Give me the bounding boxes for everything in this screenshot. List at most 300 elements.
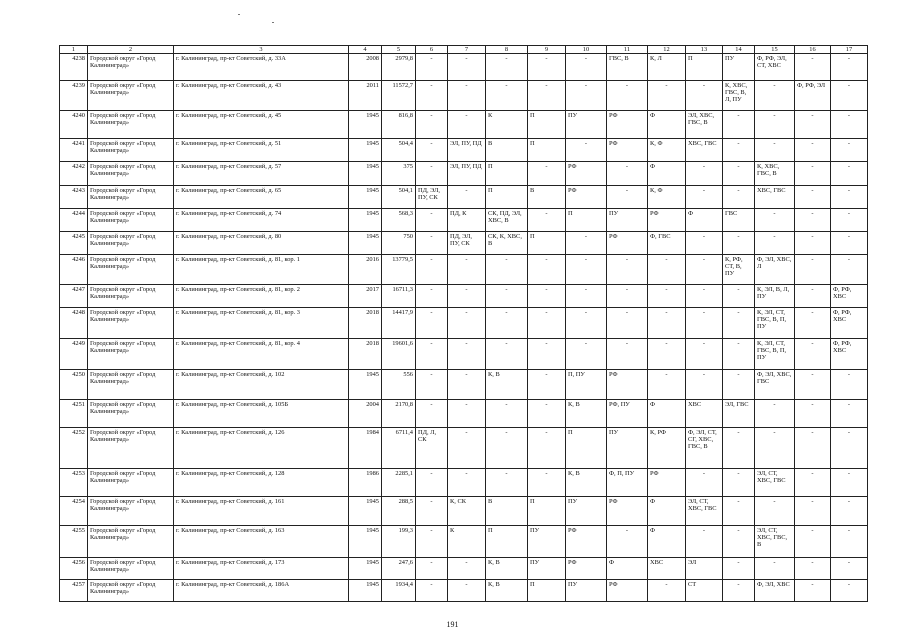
cell-col-17: - [831, 370, 868, 400]
column-number-11: 11 [607, 46, 648, 54]
cell-col-6: - [416, 497, 448, 526]
cell-col-15: Ф, ЭЛ, ХВС, Л [755, 255, 795, 285]
cell-col-8: В [486, 139, 528, 162]
cell-col-9: - [528, 81, 566, 111]
cell-col-9: - [528, 428, 566, 469]
cell-col-9: - [528, 285, 566, 308]
cell-col-15: К, ЭЛ, СТ, ГВС, В, П, ПУ [755, 339, 795, 370]
cell-address: г. Калининград, пр-кт Советский, д. 81, кор. 3 [174, 308, 349, 339]
cell-col-17: - [831, 139, 868, 162]
cell-col-11: РФ, ПУ [607, 400, 648, 428]
cell-col-7: - [448, 580, 486, 602]
cell-col-16: - [795, 255, 831, 285]
cell-col-6: - [416, 308, 448, 339]
cell-address: г. Калининград, пр-кт Советский, д. 173 [174, 558, 349, 580]
cell-municipality: Городской округ «Город Калининград» [88, 428, 174, 469]
cell-col-10: - [566, 339, 607, 370]
cell-col-7: - [448, 255, 486, 285]
cell-col-6: - [416, 54, 448, 81]
cell-address: г. Калининград, пр-кт Советский, д. 33А [174, 54, 349, 81]
cell-col-11: - [607, 308, 648, 339]
cell-col-12: РФ [648, 469, 686, 497]
cell-col-14: - [723, 428, 755, 469]
cell-col-14: К, РФ, СТ, В, ПУ [723, 255, 755, 285]
cell-col-13: Ф, ЭЛ, СТ, СГ, ХВС, ГВС, В [686, 428, 723, 469]
cell-col-14: - [723, 497, 755, 526]
cell-col-10: ПУ [566, 497, 607, 526]
cell-col-9: П [528, 111, 566, 139]
cell-record-number: 4243 [60, 186, 88, 209]
table-row [60, 370, 868, 400]
cell-col-13: - [686, 285, 723, 308]
cell-col-15: - [755, 400, 795, 428]
cell-record-number: 4242 [60, 162, 88, 186]
cell-col-9: - [528, 469, 566, 497]
table-row [60, 497, 868, 526]
cell-municipality: Городской округ «Город Калининград» [88, 339, 174, 370]
cell-col-13: - [686, 339, 723, 370]
cell-municipality: Городской округ «Город Калининград» [88, 255, 174, 285]
column-number-13: 13 [686, 46, 723, 54]
cell-municipality: Городской округ «Город Калининград» [88, 162, 174, 186]
cell-col-7: - [448, 558, 486, 580]
cell-col-14: - [723, 558, 755, 580]
cell-col-11: Ф [607, 558, 648, 580]
cell-col-11: РФ [607, 232, 648, 255]
cell-build-year: 1945 [349, 580, 382, 602]
cell-col-11: - [607, 526, 648, 558]
cell-col-10: - [566, 81, 607, 111]
cell-col-6: - [416, 370, 448, 400]
cell-col-16: - [795, 308, 831, 339]
cell-col-17: - [831, 400, 868, 428]
cell-col-12: РФ [648, 209, 686, 232]
cell-col-16: - [795, 111, 831, 139]
cell-col-11: РФ [607, 497, 648, 526]
cell-col-9: П [528, 232, 566, 255]
cell-municipality: Городской округ «Город Калининград» [88, 81, 174, 111]
cell-col-14: - [723, 162, 755, 186]
cell-col-9: ПУ [528, 558, 566, 580]
cell-col-7: - [448, 308, 486, 339]
cell-col-11: - [607, 255, 648, 285]
cell-col-12: - [648, 370, 686, 400]
cell-col-7: - [448, 370, 486, 400]
cell-col-13: СТ [686, 580, 723, 602]
cell-col-10: РФ [566, 162, 607, 186]
cell-record-number: 4253 [60, 469, 88, 497]
cell-total-area: 568,3 [382, 209, 416, 232]
cell-col-12: ХВС [648, 558, 686, 580]
cell-record-number: 4245 [60, 232, 88, 255]
cell-col-16: - [795, 497, 831, 526]
cell-col-10: П [566, 209, 607, 232]
cell-col-9: П [528, 497, 566, 526]
table-row [60, 232, 868, 255]
cell-col-9: В [528, 186, 566, 209]
cell-record-number: 4255 [60, 526, 88, 558]
cell-col-12: - [648, 308, 686, 339]
cell-col-11: - [607, 81, 648, 111]
cell-col-15: - [755, 81, 795, 111]
cell-col-10: РФ [566, 186, 607, 209]
cell-col-12: - [648, 81, 686, 111]
cell-col-16: - [795, 139, 831, 162]
cell-col-10: ПУ [566, 580, 607, 602]
cell-build-year: 1945 [349, 526, 382, 558]
cell-col-6: - [416, 209, 448, 232]
cell-col-15: К, ЭЛ, В, Л, ПУ [755, 285, 795, 308]
column-number-10: 10 [566, 46, 607, 54]
cell-col-17: - [831, 54, 868, 81]
cell-build-year: 2004 [349, 400, 382, 428]
cell-col-7: - [448, 186, 486, 209]
column-number-15: 15 [755, 46, 795, 54]
cell-col-11: РФ [607, 580, 648, 602]
table-row [60, 308, 868, 339]
cell-address: г. Калининград, пр-кт Советский, д. 161 [174, 497, 349, 526]
cell-total-area: 19601,6 [382, 339, 416, 370]
cell-col-13: ЭЛ, СТ, ХВС, ГВС [686, 497, 723, 526]
cell-col-15: - [755, 139, 795, 162]
cell-record-number: 4250 [60, 370, 88, 400]
cell-col-6: - [416, 162, 448, 186]
cell-col-6: - [416, 111, 448, 139]
cell-address: г. Калининград, пр-кт Советский, д. 186А [174, 580, 349, 602]
cell-col-16: - [795, 469, 831, 497]
cell-col-17: - [831, 111, 868, 139]
cell-municipality: Городской округ «Город Калининград» [88, 370, 174, 400]
cell-build-year: 1945 [349, 162, 382, 186]
cell-col-16: - [795, 209, 831, 232]
scan-speck [238, 14, 240, 15]
cell-record-number: 4244 [60, 209, 88, 232]
cell-record-number: 4254 [60, 497, 88, 526]
cell-col-16: - [795, 54, 831, 81]
cell-col-16: - [795, 526, 831, 558]
cell-col-10: - [566, 54, 607, 81]
cell-col-11: РФ [607, 111, 648, 139]
table-row [60, 526, 868, 558]
cell-build-year: 2017 [349, 285, 382, 308]
cell-col-13: - [686, 308, 723, 339]
column-number-8: 8 [486, 46, 528, 54]
cell-col-9: - [528, 162, 566, 186]
cell-build-year: 1945 [349, 497, 382, 526]
cell-total-area: 11572,7 [382, 81, 416, 111]
cell-col-14: - [723, 186, 755, 209]
cell-address: г. Калининград, пр-кт Советский, д. 81, кор. 2 [174, 285, 349, 308]
cell-col-6: - [416, 469, 448, 497]
cell-col-15: ХВС, ГВС [755, 186, 795, 209]
cell-col-10: - [566, 308, 607, 339]
cell-col-14: - [723, 308, 755, 339]
cell-col-12: Ф [648, 400, 686, 428]
cell-col-10: К, В [566, 469, 607, 497]
cell-build-year: 2018 [349, 339, 382, 370]
cell-total-area: 504,4 [382, 139, 416, 162]
cell-col-7: ЭЛ, ПУ, ПД [448, 162, 486, 186]
cell-col-15: ЭЛ, СТ, ХВС, ГВС [755, 469, 795, 497]
cell-col-12: Ф [648, 526, 686, 558]
cell-municipality: Городской округ «Город Калининград» [88, 497, 174, 526]
column-number-7: 7 [448, 46, 486, 54]
cell-col-16: - [795, 186, 831, 209]
cell-col-14: ПУ [723, 54, 755, 81]
cell-col-17: - [831, 255, 868, 285]
cell-col-11: РФ [607, 139, 648, 162]
cell-record-number: 4252 [60, 428, 88, 469]
cell-col-10: - [566, 139, 607, 162]
cell-total-area: 6711,4 [382, 428, 416, 469]
cell-col-10: П, ПУ [566, 370, 607, 400]
table-row [60, 469, 868, 497]
column-number-17: 17 [831, 46, 868, 54]
cell-col-15: - [755, 558, 795, 580]
column-number-14: 14 [723, 46, 755, 54]
cell-col-16: - [795, 285, 831, 308]
cell-build-year: 1945 [349, 370, 382, 400]
cell-address: г. Калининград, пр-кт Советский, д. 45 [174, 111, 349, 139]
cell-col-12: К, Ф [648, 186, 686, 209]
cell-col-10: - [566, 255, 607, 285]
cell-col-17: Ф, РФ, ХВС [831, 339, 868, 370]
cell-col-7: ПД, ЭЛ, ПУ, СК [448, 232, 486, 255]
cell-col-15: ЭЛ, СТ, ХВС, ГВС, В [755, 526, 795, 558]
cell-col-17: - [831, 232, 868, 255]
table-row [60, 285, 868, 308]
cell-col-6: - [416, 255, 448, 285]
cell-address: г. Калининград, пр-кт Советский, д. 51 [174, 139, 349, 162]
cell-municipality: Городской округ «Город Калининград» [88, 186, 174, 209]
cell-col-14: - [723, 339, 755, 370]
cell-col-9: - [528, 370, 566, 400]
cell-col-10: РФ [566, 526, 607, 558]
cell-address: г. Калининград, пр-кт Советский, д. 81, кор. 1 [174, 255, 349, 285]
cell-col-17: - [831, 558, 868, 580]
cell-col-12: - [648, 580, 686, 602]
cell-record-number: 4246 [60, 255, 88, 285]
cell-col-16: - [795, 370, 831, 400]
cell-col-17: Ф, РФ, ХВС [831, 308, 868, 339]
column-number-12: 12 [648, 46, 686, 54]
cell-col-14: - [723, 232, 755, 255]
cell-col-8: СК, К, ХВС, В [486, 232, 528, 255]
cell-col-6: - [416, 339, 448, 370]
cell-col-8: - [486, 428, 528, 469]
table-row [60, 111, 868, 139]
cell-col-11: - [607, 285, 648, 308]
cell-total-area: 2285,1 [382, 469, 416, 497]
cell-col-9: П [528, 139, 566, 162]
cell-total-area: 556 [382, 370, 416, 400]
cell-col-16: - [795, 400, 831, 428]
cell-col-13: - [686, 162, 723, 186]
cell-col-8: В [486, 497, 528, 526]
cell-col-9: - [528, 339, 566, 370]
cell-record-number: 4257 [60, 580, 88, 602]
cell-col-17: - [831, 162, 868, 186]
cell-col-10: К, В [566, 400, 607, 428]
cell-col-12: - [648, 339, 686, 370]
housing-register-table [59, 45, 868, 602]
cell-municipality: Городской округ «Город Калининград» [88, 526, 174, 558]
cell-col-12: Ф [648, 162, 686, 186]
cell-build-year: 1984 [349, 428, 382, 469]
cell-col-6: - [416, 81, 448, 111]
cell-col-13: - [686, 370, 723, 400]
column-number-4: 4 [349, 46, 382, 54]
cell-col-14: К, ХВС, ГВС, В, Л, ПУ [723, 81, 755, 111]
cell-build-year: 1945 [349, 232, 382, 255]
cell-col-17: - [831, 186, 868, 209]
cell-col-12: - [648, 255, 686, 285]
cell-col-15: К, ЭЛ, СТ, ГВС, В, П, ПУ [755, 308, 795, 339]
cell-col-8: П [486, 186, 528, 209]
cell-total-area: 1934,4 [382, 580, 416, 602]
cell-col-8: - [486, 255, 528, 285]
cell-col-15: Ф, ЭЛ, ХВС, ГВС [755, 370, 795, 400]
cell-col-16: - [795, 339, 831, 370]
cell-record-number: 4239 [60, 81, 88, 111]
cell-col-6: - [416, 285, 448, 308]
cell-municipality: Городской округ «Город Калининград» [88, 400, 174, 428]
cell-col-11: ГВС, В [607, 54, 648, 81]
cell-col-11: РФ [607, 370, 648, 400]
cell-col-13: ЭЛ, ХВС, ГВС, В [686, 111, 723, 139]
table-row [60, 428, 868, 469]
cell-col-8: - [486, 469, 528, 497]
header-row [60, 46, 868, 54]
cell-col-15: - [755, 428, 795, 469]
cell-municipality: Городской округ «Город Калининград» [88, 209, 174, 232]
cell-col-16: Ф, РФ, ЭЛ [795, 81, 831, 111]
cell-col-14: ГВС [723, 209, 755, 232]
column-number-1: 1 [60, 46, 88, 54]
cell-col-8: П [486, 162, 528, 186]
cell-col-12: К, Ф [648, 139, 686, 162]
cell-total-area: 2979,8 [382, 54, 416, 81]
cell-col-6: - [416, 526, 448, 558]
table-row [60, 255, 868, 285]
cell-address: г. Калининград, пр-кт Советский, д. 105Б [174, 400, 349, 428]
cell-col-9: П [528, 580, 566, 602]
cell-build-year: 1945 [349, 209, 382, 232]
cell-col-12: Ф [648, 111, 686, 139]
cell-address: г. Калининград, пр-кт Советский, д. 65 [174, 186, 349, 209]
cell-col-10: - [566, 285, 607, 308]
cell-col-6: ПД, ЭЛ, ПУ, СК [416, 186, 448, 209]
cell-total-area: 504,1 [382, 186, 416, 209]
cell-municipality: Городской округ «Город Калининград» [88, 285, 174, 308]
page-number: 191 [446, 620, 459, 629]
cell-municipality: Городской округ «Город Калининград» [88, 111, 174, 139]
cell-col-15: - [755, 497, 795, 526]
cell-col-12: К, Л [648, 54, 686, 81]
cell-col-15: Ф, ЭЛ, ХВС [755, 580, 795, 602]
cell-col-11: ПУ [607, 428, 648, 469]
cell-col-8: - [486, 400, 528, 428]
cell-col-13: - [686, 255, 723, 285]
cell-col-15: - [755, 111, 795, 139]
cell-col-17: - [831, 469, 868, 497]
cell-col-17: - [831, 526, 868, 558]
cell-col-16: - [795, 558, 831, 580]
cell-col-7: - [448, 469, 486, 497]
cell-col-13: ХВС [686, 400, 723, 428]
cell-build-year: 2008 [349, 54, 382, 81]
cell-col-15: Ф, РФ, ЭЛ, СТ, ХВС [755, 54, 795, 81]
scan-speck [272, 22, 274, 23]
cell-col-6: - [416, 139, 448, 162]
cell-record-number: 4247 [60, 285, 88, 308]
cell-col-17: - [831, 580, 868, 602]
cell-col-8: - [486, 339, 528, 370]
cell-col-7: - [448, 81, 486, 111]
column-number-header [60, 46, 868, 54]
cell-col-8: СК, ПД, ЭЛ, ХВС, В [486, 209, 528, 232]
cell-col-8: - [486, 308, 528, 339]
cell-col-8: - [486, 54, 528, 81]
cell-col-13: ХВС, ГВС [686, 139, 723, 162]
cell-col-8: К, В [486, 558, 528, 580]
cell-record-number: 4249 [60, 339, 88, 370]
column-number-3: 3 [174, 46, 349, 54]
cell-total-area: 13779,5 [382, 255, 416, 285]
cell-address: г. Калининград, пр-кт Советский, д. 128 [174, 469, 349, 497]
cell-municipality: Городской округ «Город Калининград» [88, 469, 174, 497]
cell-col-14: - [723, 469, 755, 497]
cell-col-6: ПД, Л, СК [416, 428, 448, 469]
cell-build-year: 2011 [349, 81, 382, 111]
cell-col-14: - [723, 139, 755, 162]
cell-record-number: 4256 [60, 558, 88, 580]
cell-col-13: - [686, 469, 723, 497]
cell-col-7: - [448, 285, 486, 308]
cell-col-13: ЭЛ [686, 558, 723, 580]
column-number-6: 6 [416, 46, 448, 54]
cell-col-8: П [486, 526, 528, 558]
cell-build-year: 1945 [349, 111, 382, 139]
cell-col-17: - [831, 209, 868, 232]
column-number-16: 16 [795, 46, 831, 54]
cell-col-13: - [686, 526, 723, 558]
cell-col-8: К, В [486, 580, 528, 602]
table-row [60, 580, 868, 602]
cell-address: г. Калининград, пр-кт Советский, д. 43 [174, 81, 349, 111]
cell-col-9: - [528, 209, 566, 232]
cell-col-13: П [686, 54, 723, 81]
cell-address: г. Калининград, пр-кт Советский, д. 74 [174, 209, 349, 232]
cell-total-area: 199,3 [382, 526, 416, 558]
cell-build-year: 1945 [349, 558, 382, 580]
cell-address: г. Калининград, пр-кт Советский, д. 163 [174, 526, 349, 558]
cell-col-14: - [723, 580, 755, 602]
cell-col-16: - [795, 232, 831, 255]
cell-col-13: Ф [686, 209, 723, 232]
cell-col-11: - [607, 186, 648, 209]
cell-col-12: Ф, ГВС [648, 232, 686, 255]
column-number-2: 2 [88, 46, 174, 54]
cell-col-17: - [831, 428, 868, 469]
cell-col-14: - [723, 526, 755, 558]
table-row [60, 54, 868, 81]
table-row [60, 209, 868, 232]
table-row [60, 339, 868, 370]
column-number-9: 9 [528, 46, 566, 54]
cell-address: г. Калининград, пр-кт Советский, д. 126 [174, 428, 349, 469]
table-row [60, 558, 868, 580]
